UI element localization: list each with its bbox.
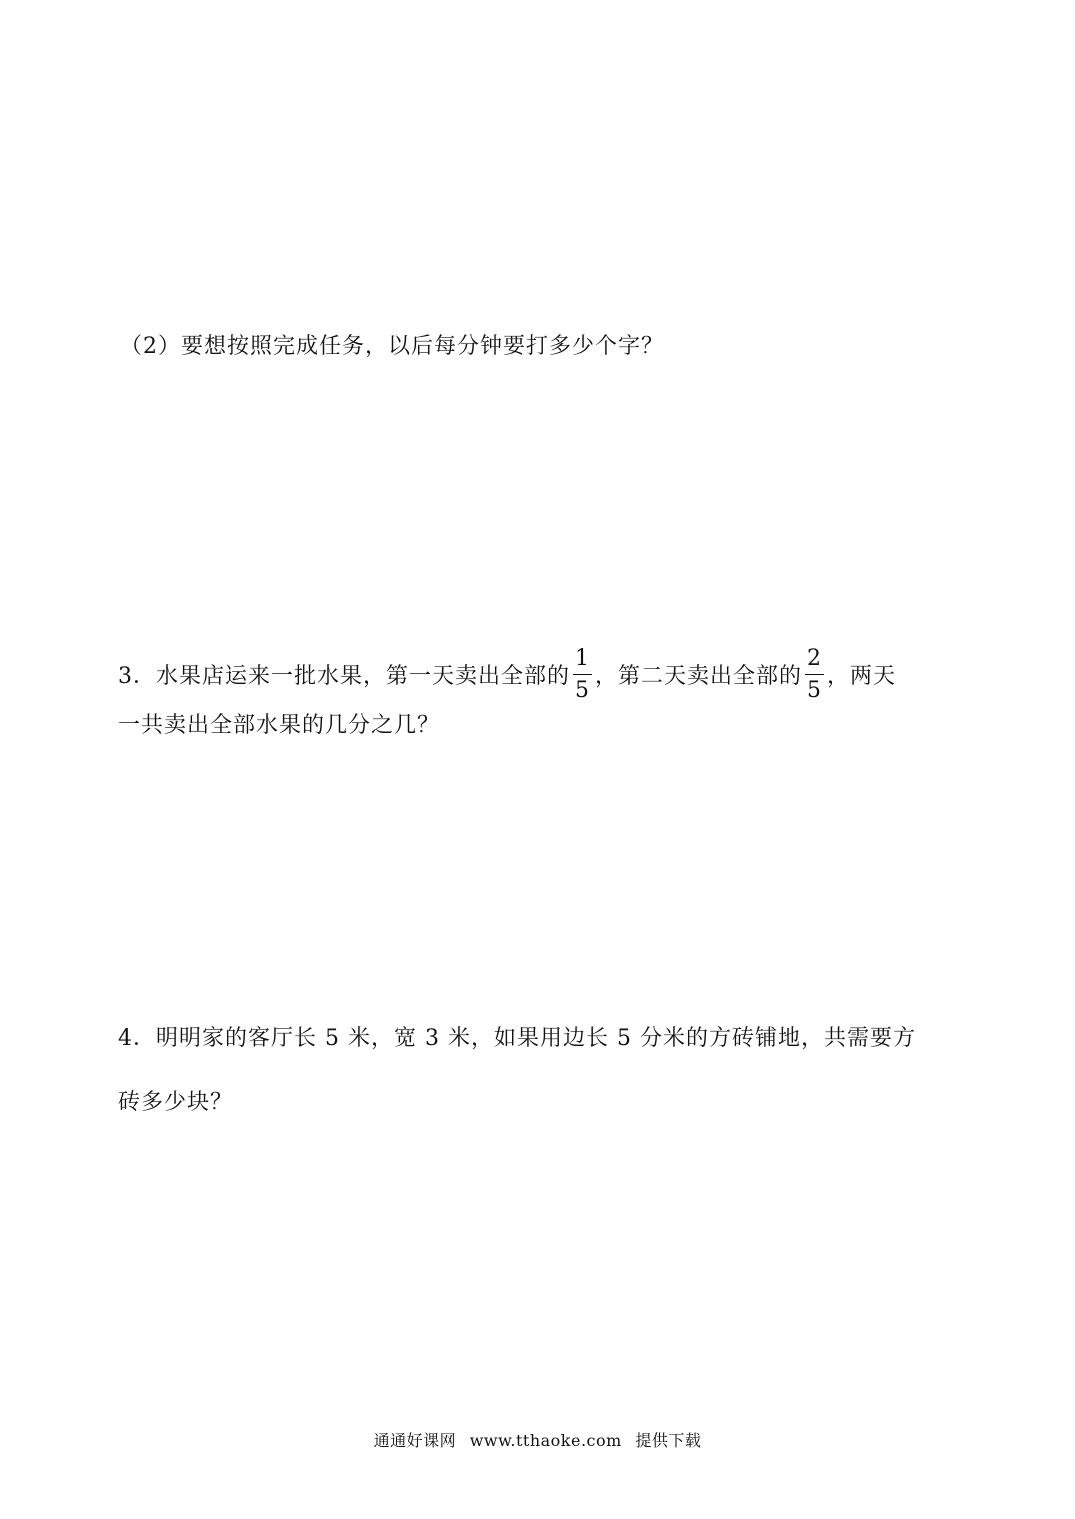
question-3-text-a: 水果店运来一批水果，第一天卖出全部的 (156, 664, 571, 689)
question-4-line-1: 4．明明家的客厅长 5 米，宽 3 米，如果用边长 5 分米的方砖铺地，共需要方 (118, 1026, 916, 1051)
question-4-line-2: 砖多少块？ (118, 1090, 234, 1115)
fraction-one-fifth (573, 647, 592, 703)
question-2-part-2: （2）要想按照完成任务，以后每分钟要打多少个字？ (120, 334, 664, 359)
fraction-two-fifths (805, 647, 824, 703)
question-3-line-2: 一共卖出全部水果的几分之几？ (118, 713, 441, 738)
footer-suffix: 提供下载 (635, 1431, 702, 1450)
question-3-number: 3． (118, 664, 156, 689)
fraction-denominator: 5 (807, 678, 823, 703)
fraction-denominator: 5 (575, 678, 591, 703)
question-3-line-1 (118, 646, 897, 705)
question-3-text-c: ，两天 (827, 664, 897, 689)
footer-site-name: 通通好课网 (373, 1431, 457, 1450)
fraction-numerator: 2 (805, 647, 824, 675)
page-footer (0, 1430, 1075, 1452)
question-3-text-b: ，第二天卖出全部的 (595, 664, 803, 689)
fraction-numerator: 1 (573, 647, 592, 675)
footer-url: www.tthaoke.com (469, 1431, 622, 1450)
